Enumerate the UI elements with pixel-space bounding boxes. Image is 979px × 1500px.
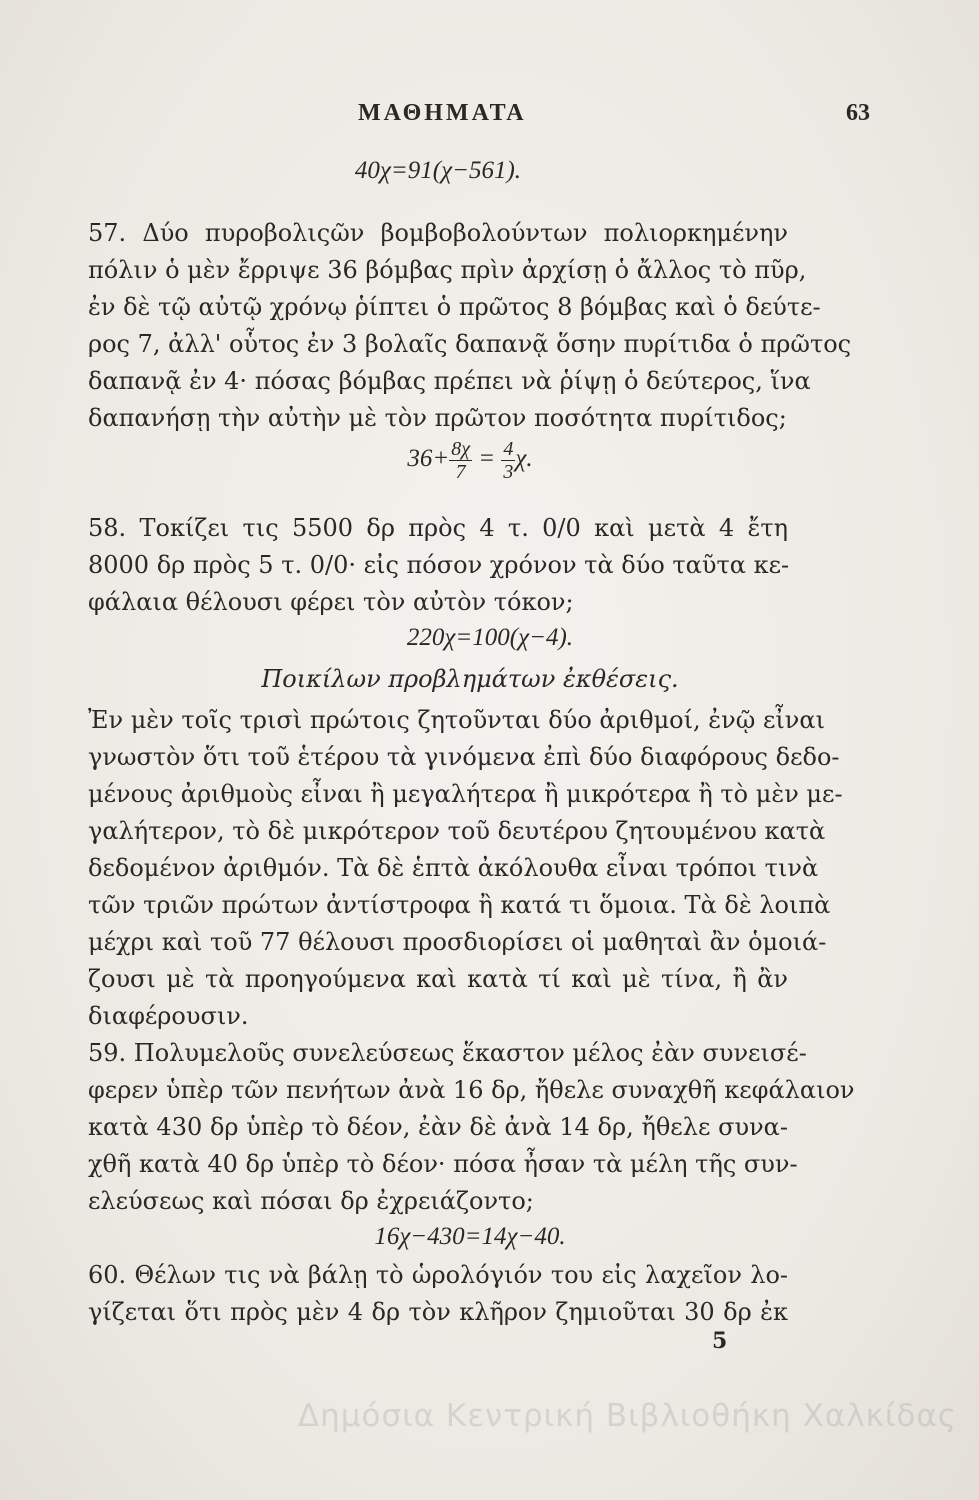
- p57-line-5: δαπανᾷ ἐν 4· πόσας βόμβας πρέπει νὰ ῥίψῃ ὁ δεύτερος, ἵνα: [88, 367, 811, 395]
- section-heading: Ποικίλων προβλημάτων ἐκθέσεις.: [261, 665, 679, 693]
- para-line-3: μένους ἀριθμοὺς εἶναι ἢ μεγαλήτερα ἢ μικρότερα ἢ τὸ μὲν με-: [88, 780, 843, 808]
- p57-line-6: δαπανήσῃ τὴν αὐτὴν μὲ τὸν πρῶτον ποσότητα πυρίτιδος;: [88, 404, 787, 432]
- p57-line-4: ρος 7, ἀλλ' οὗτος ἐν 3 βολαῖς δαπανᾷ ὅσην πυρίτιδα ὁ πρῶτος: [88, 330, 852, 358]
- p57-line-3: ἐν δὲ τῷ αὐτῷ χρόνῳ ῥίπτει ὁ πρῶτος 8 βόμβας καὶ ὁ δεύτε-: [88, 293, 821, 321]
- para-line-2: γνωστὸν ὅτι τοῦ ἑτέρου τὰ γινόμενα ἐπὶ δύο διαφόρους δεδο-: [88, 743, 840, 771]
- para-line-6: τῶν τριῶν πρώτων ἀντίστροφα ἢ κατά τι ὅμοια. Τὰ δὲ λοιπὰ: [88, 891, 831, 919]
- equation-57: 36+ $\frac{8\chi}{7}$ = $\frac{4}{3}$ χ.: [407, 438, 533, 483]
- para-line-8: ζουσι μὲ τὰ προηγούμενα καὶ κατὰ τί καὶ μὲ τίνα, ἢ ἂν: [88, 965, 788, 993]
- p58-line-3: φάλαια θέλουσι φέρει τὸν αὐτὸν τόκον;: [88, 588, 574, 616]
- p59-line-3: κατὰ 430 δρ ὑπὲρ τὸ δέον, ἐὰν δὲ ἀνὰ 14 δρ, ἤθελε συνα-: [88, 1113, 788, 1141]
- equation-top: 40χ=91(χ−561).: [354, 157, 522, 184]
- p59-line-4: χθῆ κατὰ 40 δρ ὑπὲρ τὸ δέον· πόσα ἦσαν τὰ μέλη τῆς συν-: [88, 1150, 798, 1178]
- p58-line-1: 58. Τοκίζει τις 5500 δρ πρὸς 4 τ. 0/0 καὶ μετὰ 4 ἔτη: [88, 514, 788, 542]
- p59-line-1: 59. Πολυμελοῦς συνελεύσεως ἕκαστον μέλος ἐὰν συνεισέ-: [88, 1039, 807, 1067]
- library-watermark: Δημόσια Κεντρική Βιβλιοθήκη Χαλκίδας: [297, 1398, 957, 1434]
- para-line-7: μέχρι καὶ τοῦ 77 θέλουσι προσδιορίσει οἱ μαθηταὶ ἂν ὁμοιά-: [88, 928, 827, 956]
- equation-59: 16χ−430=14χ−40.: [374, 1223, 566, 1250]
- signature-mark: 5: [712, 1328, 728, 1354]
- p59-line-5: ελεύσεως καὶ πόσαι δρ ἐχρειάζοντο;: [88, 1187, 534, 1215]
- p60-line-2: γίζεται ὅτι πρὸς μὲν 4 δρ τὸν κλῆρον ζημιοῦται 30 δρ ἐκ: [88, 1298, 788, 1326]
- p59-line-2: φερεν ὑπὲρ τῶν πενήτων ἀνὰ 16 δρ, ἤθελε συναχθῆ κεφάλαιον: [88, 1076, 855, 1104]
- p58-line-2: 8000 δρ πρὸς 5 τ. 0/0· εἰς πόσον χρόνον τὰ δύο ταῦτα κε-: [88, 551, 790, 579]
- p60-line-1: 60. Θέλων τις νὰ βάλῃ τὸ ὡρολόγιόν του εἰς λαχεῖον λο-: [88, 1261, 788, 1289]
- para-line-9: διαφέρουσιν.: [88, 1002, 249, 1030]
- para-line-4: γαλήτερον, τὸ δὲ μικρότερον τοῦ δευτέρου ζητουμένου κατὰ: [88, 817, 826, 845]
- p57-line-2: πόλιν ὁ μὲν ἔρριψε 36 βόμβας πρὶν ἀρχίσῃ ὁ ἄλλος τὸ πῦρ,: [88, 256, 807, 284]
- equation-58: 220χ=100(χ−4).: [406, 624, 574, 651]
- running-title: ΜΑΘΗΜΑΤΑ: [358, 100, 527, 126]
- para-line-5: δεδομένον ἀριθμόν. Τὰ δὲ ἑπτὰ ἀκόλουθα εἶναι τρόποι τινὰ: [88, 854, 819, 882]
- page-number: 63: [846, 100, 870, 126]
- p57-line-1: 57. Δύο πυροβολιςῶν βομβοβολούντων πολιορκημένην: [88, 219, 788, 247]
- para-line-1: Ἐν μὲν τοῖς τρισὶ πρώτοις ζητοῦνται δύο ἀριθμοί, ἐνῷ εἶναι: [88, 706, 826, 734]
- page-header: [100, 100, 870, 140]
